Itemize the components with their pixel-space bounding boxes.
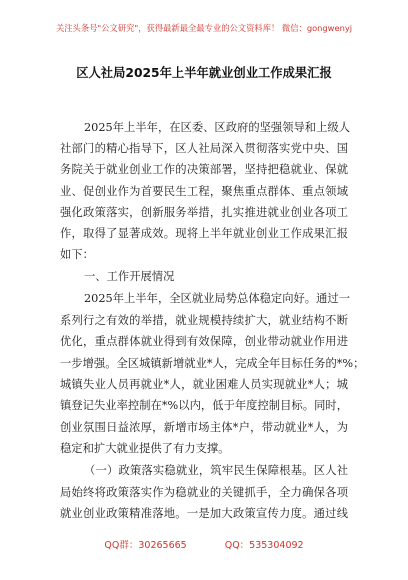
footer-contact [0,537,408,551]
header-promo-note: 关注头条号"公文研究"，获得最新最全最专业的公文资料库！ 微信：gongwenyj [55,23,353,33]
paragraph-line: 业、促创业作为首要民生工程，聚焦重点群体、重点领域 [60,185,348,198]
paragraph-line: 稳定和扩大就业提供了有力支撑。 [60,442,230,455]
document-title: 区人社局2025年上半年就业创业工作成果汇报 [76,66,332,80]
paragraph-line: 城镇失业人员再就业*人，就业困难人员实现就业*人；城 [60,378,348,391]
paragraph-line: 强化政策落实，创新服务举措，扎实推进就业创业各项工 [60,206,348,219]
paragraph-line: 优化，重点群体就业得到有效保障，创业带动就业作用进 [60,335,348,348]
paragraph-line: 社部门的精心指导下，区人社局深入贯彻落实党中央、国 [60,142,348,155]
qq-group-number: QQ群：30265665 [104,540,187,551]
paragraph-line: 系列行之有效的举措，就业规模持续扩大，就业结构不断 [60,314,348,327]
paragraph-line: 一步增强。全区城镇新增就业*人，完成全年目标任务的*%； [60,357,365,370]
paragraph-line: 务院关于就业创业工作的决策部署，坚持把稳就业、保就 [60,163,348,176]
paragraph-line: 2025年上半年，在区委、区政府的坚强领导和上级人 [84,121,350,134]
paragraph-line: 镇登记失业率控制在*%以内，低于年度控制目标。同时， [60,399,348,412]
paragraph-line: 局始终将政策落实作为稳就业的关键抓手，全力确保各项 [60,486,348,499]
qq-number: QQ：535304092 [224,540,304,551]
paragraph-line: 2025年上半年，全区就业局势总体稳定向好。通过一 [84,292,350,305]
paragraph-line: 如下： [60,248,94,261]
paragraph-line: 就业创业政策精准落地。一是加大政策宣传力度。通过线 [60,507,348,520]
subsection-heading: （一）政策落实稳就业，筑牢民生保障根基。区人社 [84,464,348,477]
paragraph-line: 创业氛围日益浓厚，新增市场主体*户，带动就业*人，为 [60,421,348,434]
paragraph-line: 作，取得了显著成效。现将上半年就业创业工作成果汇报 [60,227,348,240]
section-heading: 一、工作开展情况 [84,270,175,283]
